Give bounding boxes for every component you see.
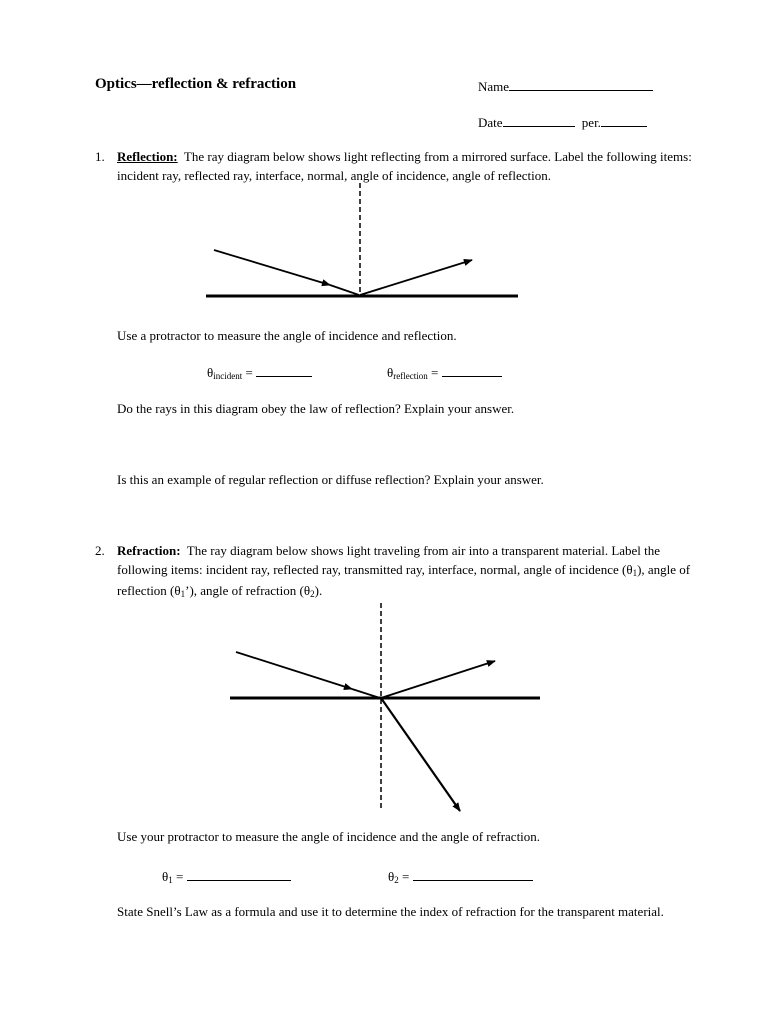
equals-sign: = <box>245 365 253 380</box>
equals-sign: = <box>401 869 410 884</box>
theta-incident-subscript: incident <box>213 371 243 381</box>
q2-intro-part4: ). <box>314 583 323 598</box>
q1-law-question: Do the rays in this diagram obey the law of reflection? Explain your answer. <box>117 401 515 416</box>
name-label: Name <box>478 79 510 94</box>
q1-heading: Reflection: <box>117 149 178 164</box>
theta-subscript-1: 1 <box>632 567 638 578</box>
q2-snell-instruction: State Snell’s Law as a formula and use it to determine the index of refraction for the transparent material. <box>117 904 664 919</box>
worksheet-title: Optics—reflection & refraction <box>95 76 297 92</box>
theta-symbol: θ <box>387 365 394 380</box>
reflection-diagram <box>206 183 518 296</box>
q1-regular-question: Is this an example of regular reflection or diffuse reflection? Explain your answer. <box>117 472 544 487</box>
q2-intro-part3: ’), angle of refraction ( <box>185 583 304 598</box>
theta1-symbol: θ <box>162 869 169 884</box>
q2-measure-instruction: Use your protractor to measure the angle of incidence and the angle of refraction. <box>117 829 541 844</box>
theta-symbol: θ <box>207 365 214 380</box>
theta2-symbol: θ <box>388 869 395 884</box>
q1-number: 1. <box>95 149 105 164</box>
refraction-diagram <box>230 603 540 811</box>
q1-measure-instruction: Use a protractor to measure the angle of incidence and reflection. <box>117 328 457 343</box>
theta-subscript-1: 1 <box>180 589 186 599</box>
equals-sign: = <box>175 869 184 884</box>
date-label: Date <box>478 115 503 130</box>
q2-intro-part2: ), angle of reflection ( <box>117 561 691 598</box>
reflection-reflected-ray <box>360 260 472 295</box>
q2-heading: Refraction: <box>117 543 181 558</box>
q1-intro: The ray diagram below shows light reflecting from a mirrored surface. Label the following items: incident ray, reflected ray, interface, normal, angle of incidence, angle of reflection. <box>117 149 692 183</box>
q2-intro-part1: The ray diagram below shows light traveling from air into a transparent material. Label the following items: incident ray, reflected ray, transmitted ray, interface, normal, angle of incidence ( <box>117 543 661 577</box>
reflection-incident-ray-1 <box>214 250 330 285</box>
theta2-subscript: 2 <box>394 875 399 885</box>
period-label: per. <box>581 115 601 130</box>
theta-symbol: θ <box>626 561 633 577</box>
equals-sign: = <box>430 365 439 380</box>
theta1-subscript: 1 <box>168 875 173 885</box>
q2-number: 2. <box>95 543 105 558</box>
refraction-transmitted-ray <box>381 698 460 811</box>
theta-subscript-2: 2 <box>310 589 315 599</box>
refraction-reflected-ray <box>381 661 495 698</box>
theta-reflection-subscript: reflection <box>393 371 428 381</box>
theta-symbol: θ <box>174 583 181 598</box>
theta-symbol: θ <box>303 583 311 598</box>
reflection-incident-ray-2 <box>330 285 359 295</box>
refraction-incident-ray-1 <box>236 652 352 689</box>
